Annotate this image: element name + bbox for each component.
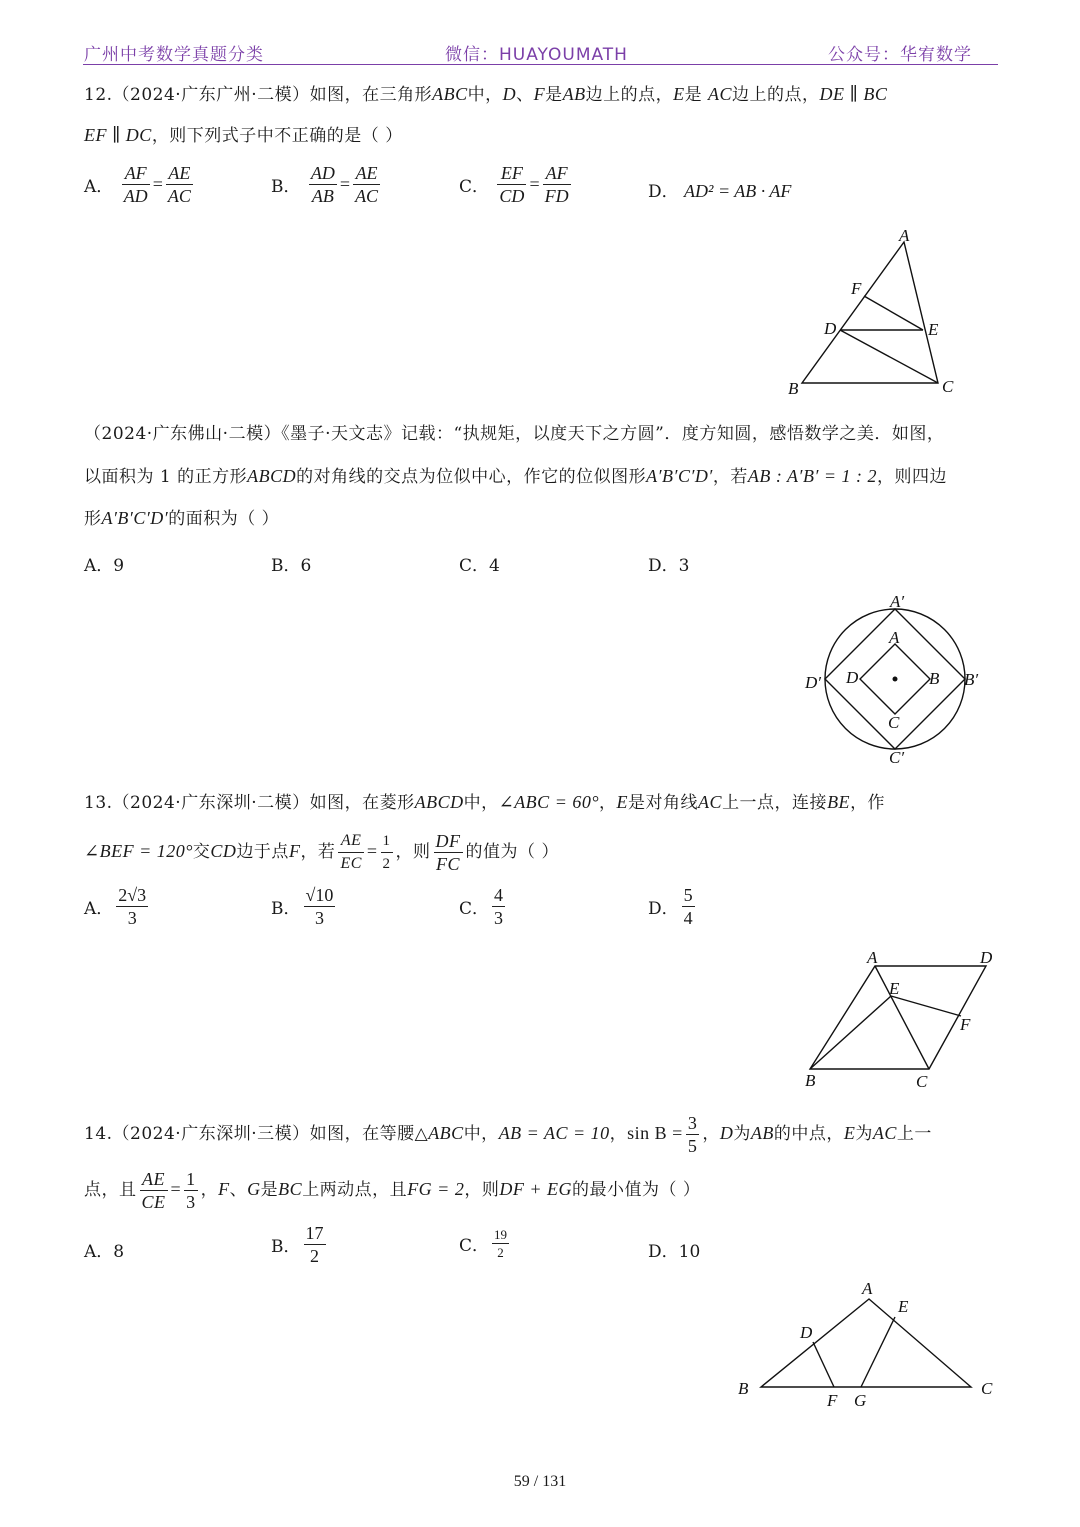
q12-option-c: C． $\frac{EF}{CD}$ = $\frac{AF}{FD}$ <box>459 163 569 206</box>
label-a: A <box>862 1279 873 1298</box>
q13-line2: ∠BEF = 120°交CD边于点F，若 $\frac{AE}{EC}$ = $\frac{1}{2}$ ，则 $\frac{DF}{FC}$ 的值为（ ） <box>84 831 559 874</box>
q-foshan-option-a: A．9 <box>84 556 125 576</box>
label-c: C <box>942 377 954 396</box>
q-foshan-option-d: D．3 <box>648 556 690 576</box>
label-d-prime: D′ <box>805 673 821 692</box>
label-b: B <box>738 1379 749 1398</box>
header-center: 微信：HUAYOUMATH <box>445 45 628 65</box>
label-f: F <box>827 1391 838 1410</box>
label-a: A <box>867 948 878 967</box>
header-divider <box>83 64 998 65</box>
label-f: F <box>960 1015 971 1034</box>
label-e: E <box>928 320 939 339</box>
diagonal-ac <box>875 966 929 1069</box>
label-e: E <box>898 1297 909 1316</box>
label-a-prime: A′ <box>890 592 905 611</box>
q12-figure <box>780 222 970 402</box>
segment-df <box>813 1342 834 1387</box>
q12-option-d: D． AD² = AB · AF <box>648 181 792 202</box>
q13-figure <box>795 944 1010 1094</box>
q14-option-a: A．8 <box>84 1242 125 1262</box>
q-foshan-line2: 以面积为 1 的正方形ABCD的对角线的交点为位似中心，作它的位似图形A′B′C′D′，若AB : A′B′ = 1 : 2，则四边 <box>84 466 948 487</box>
q12-option-a: A． $\frac{AF}{AD}$ = $\frac{AE}{AC}$ <box>84 163 191 206</box>
header-left: 广州中考数学真题分类 <box>84 45 264 65</box>
label-c: C <box>888 713 900 732</box>
label-a: A <box>889 628 900 647</box>
q-foshan-line3: 形A′B′C′D′的面积为（ ） <box>84 508 280 529</box>
label-d: D <box>980 948 993 967</box>
q-foshan-line1: （2024·广东佛山·二模）《墨子·天文志》记载：“执规矩，以度天下之方圆”．度方知圆，感悟数学之美．如图， <box>84 424 945 444</box>
center-point <box>893 677 898 682</box>
label-c: C <box>916 1072 928 1091</box>
q14-option-c: C． $\frac{19}{2}$ <box>459 1227 508 1260</box>
header-right: 公众号：华宥数学 <box>828 45 972 65</box>
segment-be <box>810 996 891 1069</box>
q14-figure <box>730 1272 1010 1417</box>
segment-fe <box>864 296 923 330</box>
q14-option-b: B． $\frac{17}{2}$ <box>271 1223 324 1266</box>
label-d: D <box>846 668 859 687</box>
segment-ef <box>891 996 961 1016</box>
segment-dc <box>840 330 938 383</box>
q13-line1: 13.（2024·广东深圳·二模）如图，在菱形ABCD中，∠ABC = 60°，E是对角线AC上一点，连接BE，作 <box>84 792 886 813</box>
label-d: D <box>824 319 837 338</box>
label-g: G <box>854 1391 867 1410</box>
q13-option-a: A． $\frac{2√3}{3}$ <box>84 885 147 928</box>
q14-line2: 点，且 $\frac{AE}{CE}$ = $\frac{1}{3}$ ，F、G是BC上两动点，且FG = 2，则DF + EG的最小值为（ ） <box>84 1169 701 1212</box>
q-foshan-option-c: C．4 <box>459 556 500 576</box>
q13-option-d: D． $\frac{5}{4}$ <box>648 885 693 928</box>
q12-line1: 12.（2024·广东广州·二模）如图，在三角形ABC中，D、F是AB边上的点，E是 AC边上的点，DE ∥ BC <box>84 84 888 105</box>
label-b: B <box>788 379 799 398</box>
q-foshan-figure <box>800 588 1000 773</box>
triangle-abc <box>761 1299 971 1387</box>
label-b: B <box>805 1071 816 1090</box>
triangle-abc <box>802 242 938 383</box>
q14-option-d: D．10 <box>648 1242 701 1262</box>
segment-eg <box>861 1317 895 1387</box>
q14-line1: 14.（2024·广东深圳·三模）如图，在等腰△ABC中，AB = AC = 10，sin B = $\frac{3}{5}$ ，D为AB的中点，E为AC上一 <box>84 1113 932 1156</box>
page-number: 59 / 131 <box>513 1473 567 1490</box>
q12-option-b: B． $\frac{AD}{AB}$ = $\frac{AE}{AC}$ <box>271 163 379 206</box>
label-c: C <box>981 1379 993 1398</box>
label-d: D <box>800 1323 813 1342</box>
label-f: F <box>851 279 862 298</box>
q13-option-c: C． $\frac{4}{3}$ <box>459 885 504 928</box>
q12-line2: EF ∥ DC，则下列式子中不正确的是（ ） <box>84 125 403 146</box>
label-e: E <box>889 979 900 998</box>
label-a: A <box>899 226 910 245</box>
q-foshan-option-b: B．6 <box>271 556 312 576</box>
label-b: B <box>929 669 940 688</box>
label-b-prime: B′ <box>964 670 979 689</box>
label-c-prime: C′ <box>889 748 905 767</box>
q13-option-b: B． $\frac{√10}{3}$ <box>271 885 334 928</box>
